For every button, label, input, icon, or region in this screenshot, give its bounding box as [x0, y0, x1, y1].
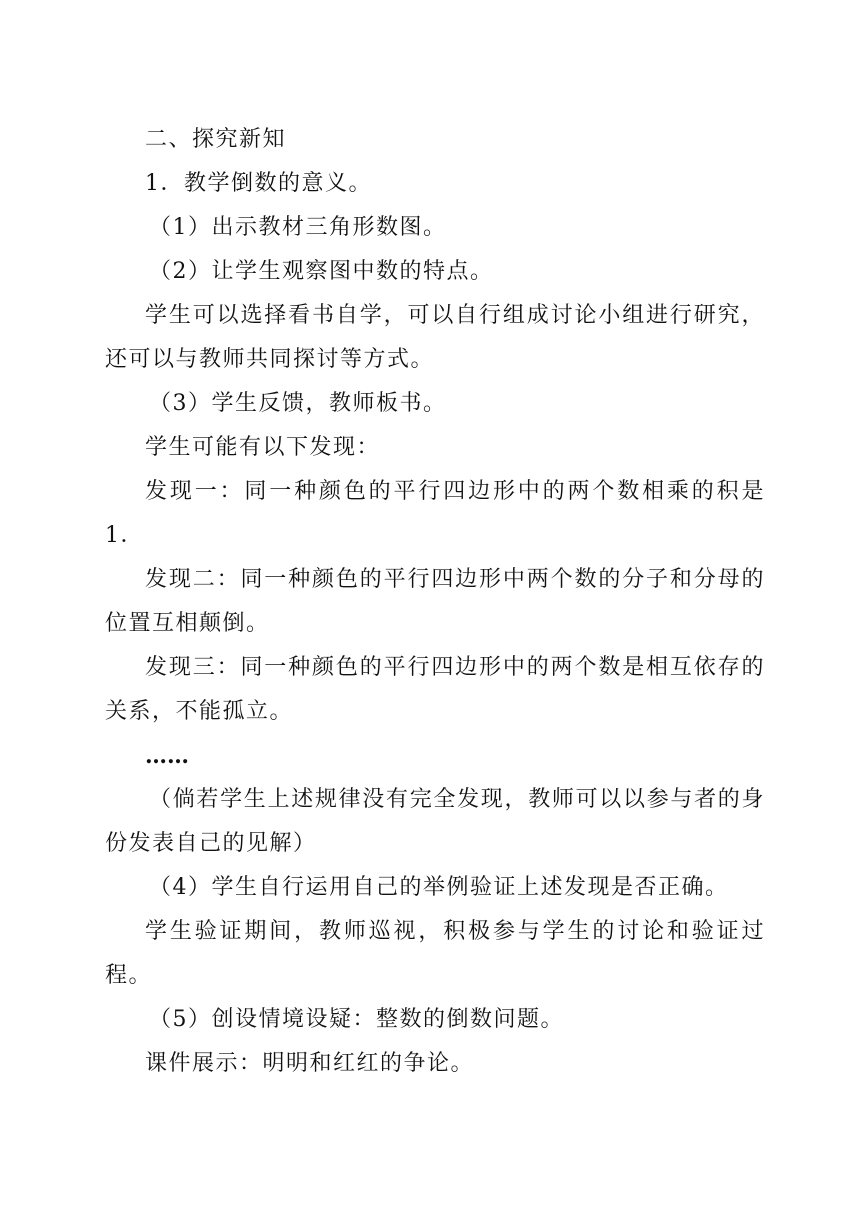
subsection-heading: 1．教学倒数的意义。: [145, 171, 372, 196]
step-5-paragraph: （5）创设情境设疑：整数的倒数问题。: [149, 1007, 564, 1032]
section-heading: 二、探究新知: [145, 127, 287, 152]
body-paragraph: 学生可以选择看书自学，可以自行组成讨论小组进行研究，还可以与教师共同探讨等方式。: [105, 303, 765, 372]
body-paragraph: 学生可能有以下发现：: [145, 435, 381, 460]
finding-1-paragraph: 发现一：同一种颜色的平行四边形中的两个数相乘的积是1．: [105, 479, 765, 548]
finding-2-paragraph: 发现二：同一种颜色的平行四边形中两个数的分子和分母的位置互相颠倒。: [105, 567, 765, 636]
note-paragraph: （倘若学生上述规律没有完全发现，教师可以以参与者的身份发表自己的见解）: [105, 787, 765, 856]
body-paragraph: 学生验证期间，教师巡视，积极参与学生的讨论和验证过程。: [105, 919, 765, 988]
finding-3-paragraph: 发现三：同一种颜色的平行四边形中的两个数是相互依存的关系，不能孤立。: [105, 655, 765, 724]
body-paragraph: 课件展示：明明和红红的争论。: [145, 1051, 475, 1076]
step-3-paragraph: （3）学生反馈，教师板书。: [149, 391, 447, 416]
document-body: [105, 118, 765, 1086]
step-1-paragraph: （1）出示教材三角形数图。: [149, 215, 447, 240]
step-2-paragraph: （2）让学生观察图中数的特点。: [149, 259, 494, 284]
step-4-paragraph: （4）学生自行运用自己的举例验证上述发现是否正确。: [149, 875, 729, 900]
ellipsis-line: ……: [145, 743, 189, 769]
